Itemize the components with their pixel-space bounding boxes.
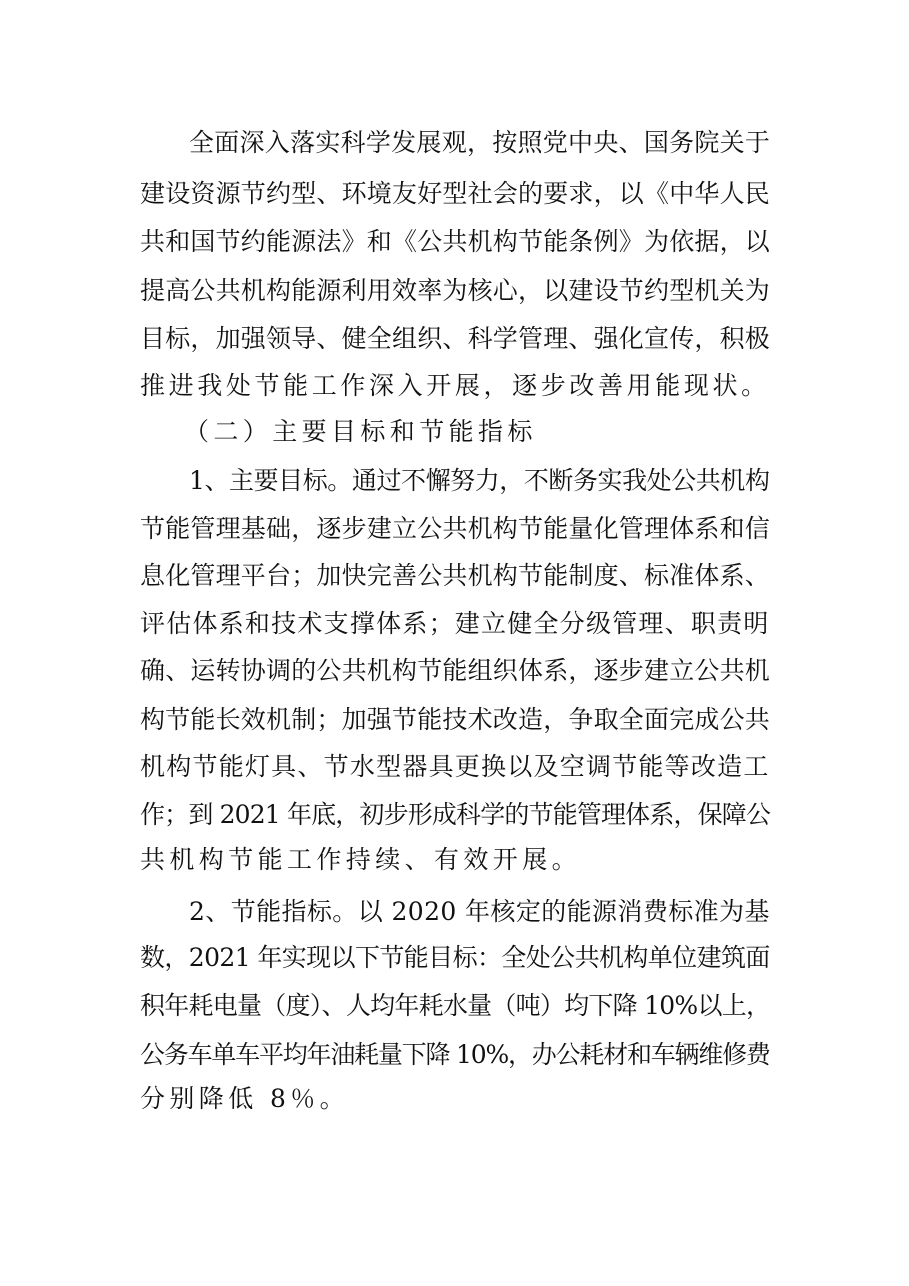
- text-line: 2、节能指标。以 2020 年核定的能源消费标准为基: [189, 897, 770, 926]
- text-line: 分别降低 8％。: [140, 1084, 350, 1113]
- text-line: 评估体系和技术支撑体系；建立健全分级管理、职责明: [140, 609, 770, 638]
- text-line: 机构节能灯具、节水型器具更换以及空调节能等改造工: [140, 752, 770, 781]
- text-line: 建设资源节约型、环境友好型社会的要求，以《中华人民: [140, 179, 771, 208]
- section-heading: （二）主要目标和节能指标: [184, 417, 537, 446]
- text-line: 息化管理平台；加快完善公共机构节能制度、标准体系、: [140, 561, 771, 590]
- text-line: 推进我处节能工作深入开展，逐步改善用能现状。: [140, 371, 770, 400]
- text-line: 全面深入落实科学发展观，按照党中央、国务院关于: [189, 128, 771, 157]
- text-line: 积年耗电量（度）、人均年耗水量（吨）均下降 10%以上，: [140, 991, 771, 1020]
- text-line: 数，2021 年实现以下节能目标：全处公共机构单位建筑面: [140, 943, 770, 972]
- text-line: 作；到 2021 年底，初步形成科学的节能管理体系，保障公: [140, 800, 771, 829]
- text-line: 目标，加强领导、健全组织、科学管理、强化宣传，积极: [140, 324, 771, 353]
- text-line: 构节能长效机制；加强节能技术改造，争取全面完成公共: [140, 705, 771, 734]
- text-line: 1、主要目标。通过不懈努力，不断务实我处公共机构: [189, 466, 770, 495]
- text-line: 确、运转协调的公共机构节能组织体系，逐步建立公共机: [140, 656, 771, 685]
- text-line: 节能管理基础，逐步建立公共机构节能量化管理体系和信: [140, 514, 771, 543]
- text-line: 共和国节约能源法》和《公共机构节能条例》为依据，以: [140, 227, 771, 256]
- text-line: 提高公共机构能源利用效率为核心，以建设节约型机关为: [140, 276, 771, 305]
- text-line: 共机构节能工作持续、有效开展。: [140, 845, 582, 874]
- text-line: 公务车单车平均年油耗量下降 10%，办公耗材和车辆维修费: [140, 1040, 770, 1069]
